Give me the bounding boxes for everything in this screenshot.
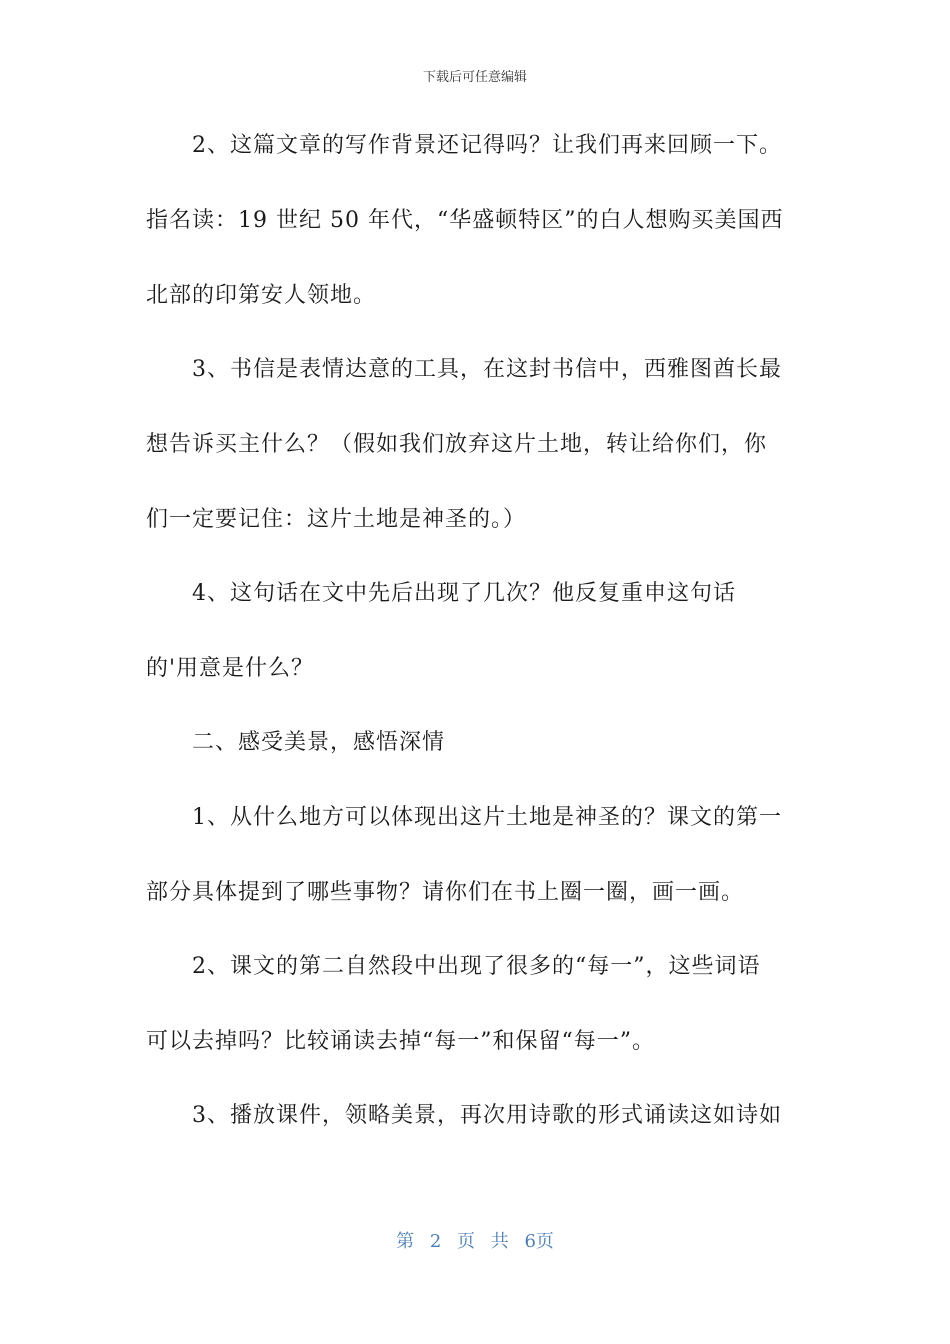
paragraph-line: 3、书信是表情达意的工具，在这封书信中，西雅图酋长最	[192, 357, 782, 382]
paragraph-line: 部分具体提到了哪些事物？请你们在书上圈一圈，画一画。	[146, 880, 745, 905]
footer-label-di: 第	[396, 1231, 415, 1252]
footer-current-page: 2	[429, 1231, 442, 1252]
paragraph-line: 指名读：19 世纪 50 年代，“华盛顿特区”的白人想购买美国西	[146, 208, 784, 233]
paragraph-line: 1、从什么地方可以体现出这片土地是神圣的？课文的第一	[192, 805, 782, 830]
paragraph-line: 可以去掉吗？比较诵读去掉“每一”和保留“每一”。	[146, 1029, 655, 1054]
section-heading: 二、感受美景，感悟深情	[192, 730, 446, 755]
footer-label-gong: 共	[490, 1231, 509, 1252]
paragraph-line: 的'用意是什么？	[146, 656, 315, 681]
paragraph-line: 北部的印第安人领地。	[146, 283, 377, 308]
paragraph-line: 想告诉买主什么？（假如我们放弃这片土地，转让给你们，你	[146, 432, 768, 457]
paragraph-line: 2、这篇文章的写作背景还记得吗？让我们再来回顾一下。	[192, 133, 782, 158]
footer-label-ye: 页	[457, 1231, 475, 1252]
page-footer	[0, 1227, 950, 1253]
footer-total-pages: 6页	[524, 1231, 554, 1252]
page-header: 下载后可任意编辑	[422, 70, 527, 85]
paragraph-line: 2、课文的第二自然段中出现了很多的“每一”，这些词语	[192, 954, 761, 979]
paragraph-line: 4、这句话在文中先后出现了几次？他反复重申这句话	[192, 581, 736, 606]
paragraph-line: 3、播放课件，领略美景，再次用诗歌的形式诵读这如诗如	[192, 1103, 782, 1128]
paragraph-line: 们一定要记住：这片土地是神圣的。）	[146, 507, 527, 532]
